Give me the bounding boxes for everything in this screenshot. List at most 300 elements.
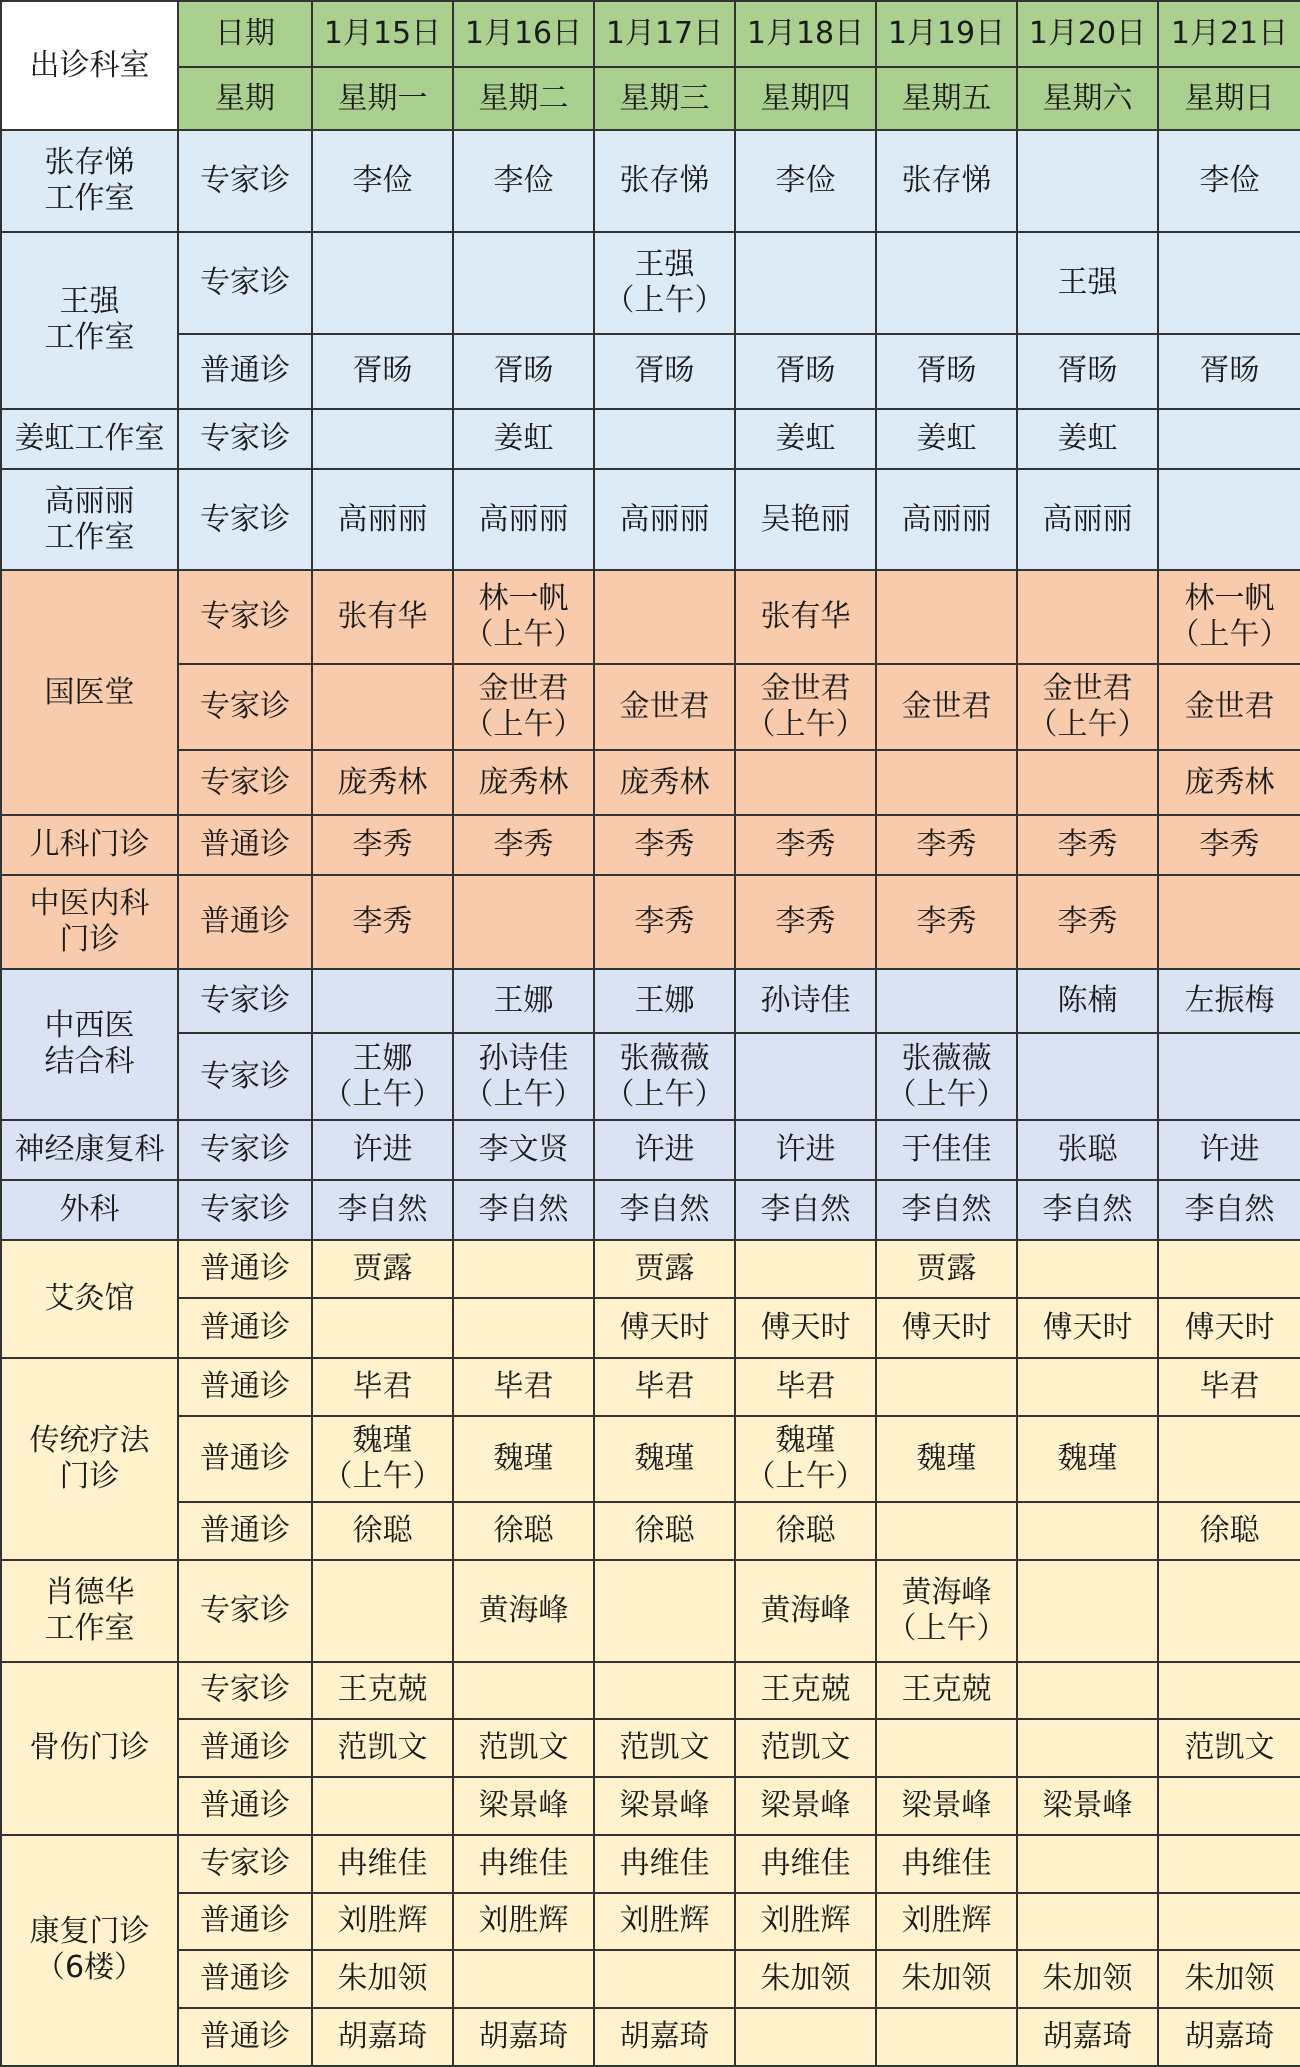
doctor-cell — [1158, 2008, 1300, 2066]
cell-text-line: 骨伤门诊 — [29, 1730, 150, 1766]
doctor-cell — [1158, 1120, 1300, 1180]
cell-text-line: 贾露 — [352, 1250, 413, 1286]
cell-text-line: 魏瑾 — [634, 1440, 695, 1476]
clinic-type — [178, 1240, 312, 1298]
empty-cell — [876, 570, 1017, 664]
doctor-cell — [594, 1835, 735, 1893]
schedule-row — [1, 2008, 1300, 2066]
doctor-cell — [594, 1033, 735, 1120]
cell-text-line: 黄海峰 — [901, 1574, 992, 1610]
cell-text-line: 毕君 — [1199, 1368, 1260, 1404]
cell-text-line: 庞秀林 — [1184, 764, 1275, 800]
cell-text-line: 朱加领 — [901, 1961, 992, 1997]
doctor-cell — [453, 1180, 594, 1240]
empty-cell — [876, 1719, 1017, 1777]
cell-text-line: 儿科门诊 — [29, 827, 150, 863]
cell-text-line: 肖德华 — [44, 1574, 135, 1610]
cell-text-line: 林一帆 — [1184, 581, 1275, 617]
cell-text-line: （上午） — [886, 1610, 1007, 1646]
doctor-cell — [453, 664, 594, 751]
empty-cell — [735, 750, 876, 815]
empty-cell — [735, 232, 876, 334]
cell-text-line: 王娜 — [493, 983, 554, 1019]
cell-text-line: 胥旸 — [1057, 353, 1118, 389]
doctor-cell — [312, 815, 453, 875]
doctor-cell — [876, 1950, 1017, 2008]
empty-cell — [1158, 1777, 1300, 1835]
doctor-cell — [594, 1893, 735, 1951]
doctor-cell — [312, 2008, 453, 2066]
doctor-cell — [453, 1358, 594, 1416]
empty-cell — [312, 1777, 453, 1835]
date-header: 1月15日 — [312, 1, 453, 67]
schedule-row — [1, 664, 1300, 751]
cell-text-line: 李秀 — [1057, 903, 1118, 939]
cell-text-line: 专家诊 — [200, 689, 290, 725]
schedule-row — [1, 1835, 1300, 1893]
cell-text-line: 神经康复科 — [14, 1132, 165, 1168]
doctor-cell — [1017, 334, 1158, 409]
cell-text-line: 工作室 — [44, 181, 135, 217]
doctor-cell — [1017, 875, 1158, 969]
clinic-type — [178, 664, 312, 751]
cell-text-line: 普通诊 — [200, 1513, 290, 1549]
weekday-header: 星期日 — [1158, 67, 1300, 131]
doctor-cell — [735, 130, 876, 232]
empty-cell — [1017, 130, 1158, 232]
cell-text-line: 李秀 — [1199, 827, 1260, 863]
cell-text-line: 傅天时 — [901, 1309, 992, 1345]
cell-text-line: 庞秀林 — [337, 764, 428, 800]
cell-text-line: 普通诊 — [200, 2019, 290, 2054]
cell-text-line: 外科 — [59, 1192, 120, 1228]
cell-text-line: 高丽丽 — [337, 501, 428, 537]
doctor-cell — [312, 1358, 453, 1416]
doctor-cell — [735, 1950, 876, 2008]
schedule-row — [1, 1240, 1300, 1298]
cell-text-line: 梁景峰 — [619, 1787, 710, 1823]
empty-cell — [594, 570, 735, 664]
cell-text-line: 李俭 — [775, 163, 836, 199]
cell-text-line: 李文贤 — [478, 1132, 569, 1168]
cell-text-line: 李秀 — [634, 903, 695, 939]
cell-text-line: 于佳佳 — [901, 1132, 992, 1168]
clinic-type — [178, 409, 312, 469]
empty-cell — [1017, 1358, 1158, 1416]
cell-text-line: 朱加领 — [1042, 1961, 1133, 1997]
doctor-cell — [594, 1416, 735, 1503]
cell-text-line: 孙诗佳 — [478, 1040, 569, 1076]
weekday-header: 星期四 — [735, 67, 876, 131]
cell-text-line: 李秀 — [775, 903, 836, 939]
empty-cell — [876, 969, 1017, 1034]
doctor-cell — [312, 1416, 453, 1503]
cell-text-line: 毕君 — [634, 1368, 695, 1404]
empty-cell — [594, 1662, 735, 1720]
cell-text-line: 冉维佳 — [760, 1845, 851, 1881]
cell-text-line: 高丽丽 — [901, 501, 992, 537]
doctor-cell — [735, 1180, 876, 1240]
cell-text-line: 姜虹 — [916, 420, 977, 456]
empty-cell — [1017, 1560, 1158, 1662]
cell-text-line: 魏瑾 — [775, 1422, 836, 1458]
date-header: 1月17日 — [594, 1, 735, 67]
cell-text-line: （上午） — [886, 1076, 1007, 1112]
dept-column-header: 出诊科室 — [1, 1, 178, 130]
cell-text-line: 刘胜辉 — [478, 1903, 569, 1939]
empty-cell — [1017, 1719, 1158, 1777]
cell-text-line: 傅天时 — [1184, 1309, 1275, 1345]
cell-text-line: 姜虹工作室 — [14, 420, 165, 456]
cell-text-line: 李自然 — [619, 1192, 710, 1228]
weekday-header: 星期三 — [594, 67, 735, 131]
schedule-row — [1, 570, 1300, 664]
date-label: 日期 — [178, 1, 312, 67]
doctor-cell — [735, 1120, 876, 1180]
doctor-cell — [876, 334, 1017, 409]
empty-cell — [1017, 1502, 1158, 1560]
cell-text-line: 专家诊 — [200, 163, 290, 199]
schedule-row — [1, 409, 1300, 469]
cell-text-line: 张薇薇 — [901, 1040, 992, 1076]
clinic-type — [178, 1835, 312, 1893]
cell-text-line: 许进 — [634, 1132, 695, 1168]
empty-cell — [453, 1950, 594, 2008]
cell-text-line: 冉维佳 — [478, 1845, 569, 1881]
cell-text-line: 李自然 — [478, 1192, 569, 1228]
cell-text-line: 李秀 — [775, 827, 836, 863]
doctor-cell — [453, 1033, 594, 1120]
empty-cell — [312, 409, 453, 469]
weekday-header: 星期二 — [453, 67, 594, 131]
cell-text-line: 姜虹 — [1057, 420, 1118, 456]
cell-text-line: 毕君 — [493, 1368, 554, 1404]
cell-text-line: 王克兢 — [337, 1672, 428, 1708]
empty-cell — [876, 1358, 1017, 1416]
doctor-cell — [453, 1777, 594, 1835]
cell-text-line: 魏瑾 — [916, 1440, 977, 1476]
doctor-cell — [876, 469, 1017, 571]
cell-text-line: 胡嘉琦 — [478, 2019, 569, 2054]
empty-cell — [1158, 1416, 1300, 1503]
cell-text-line: 门诊 — [59, 1458, 120, 1494]
cell-text-line: 李自然 — [760, 1192, 851, 1228]
empty-cell — [1017, 1893, 1158, 1951]
cell-text-line: 徐聪 — [493, 1513, 554, 1549]
doctor-cell — [453, 1719, 594, 1777]
doctor-cell — [735, 409, 876, 469]
cell-text-line: 王强 — [59, 284, 120, 320]
weekday-header: 星期一 — [312, 67, 453, 131]
cell-text-line: 普通诊 — [200, 353, 290, 389]
clinic-type — [178, 750, 312, 815]
cell-text-line: 工作室 — [44, 320, 135, 356]
clinic-type — [178, 1502, 312, 1560]
schedule-row — [1, 232, 1300, 334]
schedule-row — [1, 130, 1300, 232]
doctor-cell — [312, 1180, 453, 1240]
cell-text-line: 刘胜辉 — [619, 1903, 710, 1939]
doctor-cell — [1017, 815, 1158, 875]
doctor-cell — [312, 1240, 453, 1298]
cell-text-line: 姜虹 — [493, 420, 554, 456]
department-name — [1, 570, 178, 815]
cell-text-line: 梁景峰 — [901, 1787, 992, 1823]
doctor-cell — [1158, 1298, 1300, 1358]
doctor-cell — [453, 570, 594, 664]
cell-text-line: 工作室 — [44, 519, 135, 555]
cell-text-line: 专家诊 — [200, 420, 290, 456]
doctor-cell — [594, 1298, 735, 1358]
cell-text-line: （上午） — [745, 707, 866, 743]
department-name — [1, 130, 178, 232]
doctor-cell — [1017, 232, 1158, 334]
cell-text-line: 许进 — [1199, 1132, 1260, 1168]
doctor-cell — [735, 969, 876, 1034]
doctor-cell — [312, 334, 453, 409]
cell-text-line: 金世君 — [478, 671, 569, 707]
cell-text-line: 中西医 — [44, 1008, 135, 1044]
doctor-cell — [594, 1358, 735, 1416]
clinic-type — [178, 1893, 312, 1951]
doctor-cell — [735, 1416, 876, 1503]
cell-text-line: 专家诊 — [200, 1592, 290, 1628]
doctor-cell — [876, 875, 1017, 969]
empty-cell — [312, 969, 453, 1034]
cell-text-line: 左振梅 — [1184, 983, 1275, 1019]
doctor-cell — [1017, 2008, 1158, 2066]
cell-text-line: 张有华 — [337, 599, 428, 635]
schedule-row — [1, 1298, 1300, 1358]
doctor-cell — [453, 1893, 594, 1951]
cell-text-line: 林一帆 — [478, 581, 569, 617]
schedule-row — [1, 1120, 1300, 1180]
cell-text-line: 梁景峰 — [1042, 1787, 1133, 1823]
cell-text-line: 范凯文 — [760, 1730, 851, 1766]
doctor-cell — [735, 875, 876, 969]
cell-text-line: 梁景峰 — [478, 1787, 569, 1823]
cell-text-line: 李自然 — [337, 1192, 428, 1228]
doctor-cell — [594, 1180, 735, 1240]
cell-text-line: 专家诊 — [200, 1192, 290, 1228]
empty-cell — [453, 1662, 594, 1720]
cell-text-line: 李秀 — [352, 903, 413, 939]
cell-text-line: 胡嘉琦 — [1042, 2019, 1133, 2054]
cell-text-line: 李自然 — [1184, 1192, 1275, 1228]
cell-text-line: 康复门诊 — [29, 1914, 150, 1950]
cell-text-line: 专家诊 — [200, 764, 290, 800]
cell-text-line: 张薇薇 — [619, 1040, 710, 1076]
cell-text-line: 金世君 — [1184, 689, 1275, 725]
cell-text-line: 普通诊 — [200, 1961, 290, 1997]
empty-cell — [312, 1298, 453, 1358]
cell-text-line: 许进 — [352, 1132, 413, 1168]
cell-text-line: （上午） — [604, 282, 725, 318]
cell-text-line: 李秀 — [634, 827, 695, 863]
department-name — [1, 1240, 178, 1358]
doctor-cell — [594, 232, 735, 334]
schedule-row — [1, 1358, 1300, 1416]
cell-text-line: 李自然 — [901, 1192, 992, 1228]
cell-text-line: 高丽丽 — [619, 501, 710, 537]
doctor-cell — [876, 1120, 1017, 1180]
weekday-header: 星期六 — [1017, 67, 1158, 131]
doctor-cell — [735, 664, 876, 751]
cell-text-line: 专家诊 — [200, 983, 290, 1019]
cell-text-line: 李秀 — [916, 827, 977, 863]
doctor-cell — [453, 1560, 594, 1662]
doctor-cell — [876, 1560, 1017, 1662]
doctor-cell — [735, 570, 876, 664]
cell-text-line: 冉维佳 — [901, 1845, 992, 1881]
empty-cell — [1158, 1893, 1300, 1951]
doctor-cell — [1017, 1950, 1158, 2008]
empty-cell — [1017, 750, 1158, 815]
cell-text-line: 专家诊 — [200, 1672, 290, 1708]
empty-cell — [453, 1298, 594, 1358]
doctor-cell — [735, 1893, 876, 1951]
doctor-cell — [594, 875, 735, 969]
department-name — [1, 875, 178, 969]
doctor-cell — [876, 409, 1017, 469]
doctor-cell — [876, 1240, 1017, 1298]
empty-cell — [312, 232, 453, 334]
doctor-cell — [594, 1502, 735, 1560]
doctor-cell — [1017, 664, 1158, 751]
doctor-cell — [312, 1950, 453, 2008]
department-name — [1, 815, 178, 875]
doctor-cell — [594, 664, 735, 751]
cell-text-line: 胡嘉琦 — [619, 2019, 710, 2054]
empty-cell — [1017, 1835, 1158, 1893]
empty-cell — [1158, 409, 1300, 469]
department-name — [1, 1180, 178, 1240]
doctor-cell — [735, 1777, 876, 1835]
cell-text-line: 张聪 — [1057, 1132, 1118, 1168]
doctor-cell — [453, 969, 594, 1034]
empty-cell — [1158, 1560, 1300, 1662]
doctor-cell — [312, 875, 453, 969]
cell-text-line: 李秀 — [352, 827, 413, 863]
doctor-cell — [876, 1777, 1017, 1835]
cell-text-line: 孙诗佳 — [760, 983, 851, 1019]
doctor-cell — [312, 1120, 453, 1180]
empty-cell — [453, 875, 594, 969]
doctor-cell — [876, 815, 1017, 875]
cell-text-line: 胡嘉琦 — [337, 2019, 428, 2054]
doctor-cell — [1017, 969, 1158, 1034]
cell-text-line: 传统疗法 — [29, 1422, 150, 1458]
empty-cell — [594, 1950, 735, 2008]
empty-cell — [453, 232, 594, 334]
cell-text-line: （上午） — [1169, 617, 1290, 653]
cell-text-line: 普通诊 — [200, 1787, 290, 1823]
doctor-cell — [594, 1240, 735, 1298]
cell-text-line: 门诊 — [59, 921, 120, 957]
clinic-type — [178, 232, 312, 334]
cell-text-line: 金世君 — [901, 689, 992, 725]
cell-text-line: 胥旸 — [352, 353, 413, 389]
cell-text-line: 徐聪 — [634, 1513, 695, 1549]
doctor-cell — [876, 130, 1017, 232]
doctor-cell — [876, 1298, 1017, 1358]
doctor-cell — [312, 1719, 453, 1777]
doctor-cell — [1158, 750, 1300, 815]
cell-text-line: 金世君 — [760, 671, 851, 707]
cell-text-line: 高丽丽 — [478, 501, 569, 537]
clinic-type — [178, 1298, 312, 1358]
cell-text-line: 范凯文 — [619, 1730, 710, 1766]
clinic-type — [178, 1719, 312, 1777]
cell-text-line: 专家诊 — [200, 1058, 290, 1094]
doctor-cell — [1158, 1358, 1300, 1416]
doctor-cell — [594, 334, 735, 409]
clinic-type — [178, 1950, 312, 2008]
clinic-type — [178, 1777, 312, 1835]
doctor-cell — [312, 1033, 453, 1120]
empty-cell — [1158, 232, 1300, 334]
cell-text-line: 范凯文 — [337, 1730, 428, 1766]
schedule-row — [1, 1950, 1300, 2008]
schedule-row — [1, 969, 1300, 1034]
cell-text-line: 魏瑾 — [352, 1422, 413, 1458]
clinic-type — [178, 570, 312, 664]
cell-text-line: 魏瑾 — [1057, 1440, 1118, 1476]
clinic-type — [178, 1662, 312, 1720]
cell-text-line: 张存悌 — [44, 145, 135, 181]
cell-text-line: （上午） — [463, 617, 584, 653]
doctor-cell — [735, 815, 876, 875]
empty-cell — [1017, 1240, 1158, 1298]
doctor-cell — [1158, 969, 1300, 1034]
cell-text-line: 王克兢 — [901, 1672, 992, 1708]
weekday-header: 星期五 — [876, 67, 1017, 131]
empty-cell — [1158, 1662, 1300, 1720]
cell-text-line: 李秀 — [1057, 827, 1118, 863]
doctor-cell — [876, 1180, 1017, 1240]
cell-text-line: 普通诊 — [200, 903, 290, 939]
schedule-row — [1, 1180, 1300, 1240]
schedule-row — [1, 334, 1300, 409]
header-weekday-row — [1, 67, 1300, 131]
cell-text-line: （上午） — [463, 707, 584, 743]
schedule-row — [1, 1777, 1300, 1835]
doctor-cell — [453, 1835, 594, 1893]
empty-cell — [876, 750, 1017, 815]
cell-text-line: （上午） — [322, 1458, 443, 1494]
cell-text-line: 贾露 — [916, 1250, 977, 1286]
cell-text-line: 国医堂 — [44, 674, 135, 710]
doctor-cell — [1158, 1950, 1300, 2008]
doctor-cell — [312, 1662, 453, 1720]
header-date-row — [1, 1, 1300, 67]
doctor-cell — [735, 1298, 876, 1358]
doctor-cell — [876, 1835, 1017, 1893]
clinic-type — [178, 875, 312, 969]
doctor-cell — [1017, 1180, 1158, 1240]
doctor-cell — [312, 570, 453, 664]
doctor-cell — [312, 1835, 453, 1893]
doctor-cell — [453, 815, 594, 875]
cell-text-line: 黄海峰 — [760, 1592, 851, 1628]
cell-text-line: 刘胜辉 — [337, 1903, 428, 1939]
cell-text-line: 庞秀林 — [478, 764, 569, 800]
empty-cell — [876, 1502, 1017, 1560]
clinic-type — [178, 969, 312, 1034]
cell-text-line: 毕君 — [352, 1368, 413, 1404]
doctor-cell — [1158, 664, 1300, 751]
cell-text-line: 李秀 — [493, 827, 554, 863]
